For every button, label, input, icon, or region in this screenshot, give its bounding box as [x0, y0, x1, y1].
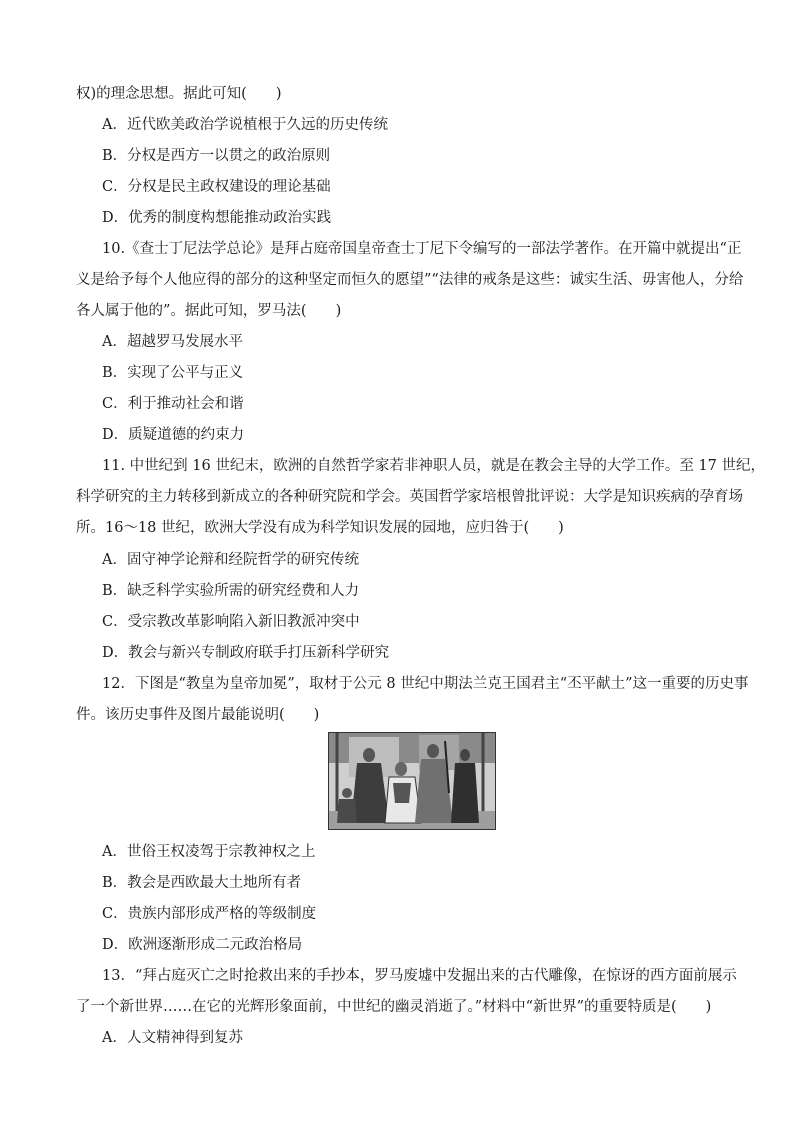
q11-option-c: C．受宗教改革影响陷入新旧教派冲突中	[102, 614, 360, 630]
q12-stem-line-1: 12．下图是“教皇为皇帝加冕”，取材于公元 8 世纪中期法兰克王国君主“丕平献土”这一重要的历史事	[102, 676, 749, 692]
q10-option-d: D．质疑道德的约束力	[102, 427, 245, 443]
coronation-illustration	[328, 732, 496, 830]
q11-stem-line-3: 所。16～18 世纪，欧洲大学没有成为科学知识发展的园地，应归咎于( )	[76, 520, 564, 536]
q13-option-a: A．人文精神得到复苏	[102, 1030, 243, 1046]
q13-stem-line-2: 了一个新世界……在它的光辉形象面前，中世纪的幽灵消逝了。”材料中“新世界”的重要特质是( )	[76, 999, 712, 1015]
q13-stem-line-1: 13．“拜占庭灭亡之时抢救出来的手抄本，罗马废墟中发掘出来的古代雕像，在惊讶的西方面前展示	[102, 968, 737, 984]
q10-stem-line-3: 各人属于他的”。据此可知，罗马法( )	[76, 303, 342, 319]
q9-option-a: A．近代欧美政治学说植根于久远的历史传统	[102, 117, 388, 133]
q9-option-c: C．分权是民主政权建设的理论基础	[102, 179, 331, 195]
q9-option-b: B．分权是西方一以贯之的政治原则	[102, 148, 331, 164]
q10-option-a: A．超越罗马发展水平	[102, 334, 243, 350]
q10-option-c: C．利于推动社会和谐	[102, 396, 244, 412]
q10-stem-line-2: 义是给予每个人他应得的部分的这种坚定而恒久的愿望”“法律的戒条是这些：诚实生活、毋害他人，分给	[76, 272, 744, 288]
q9-stem-tail: 权)的理念思想。据此可知( )	[76, 86, 282, 102]
q11-stem-line-1: 11. 中世纪到 16 世纪末，欧洲的自然哲学家若非神职人员，就是在教会主导的大学工作。至 17 世纪，	[102, 458, 766, 474]
q10-option-b: B．实现了公平与正义	[102, 365, 244, 381]
q11-option-d: D．教会与新兴专制政府联手打压新科学研究	[102, 645, 390, 661]
q12-option-a: A．世俗王权凌驾于宗教神权之上	[102, 844, 316, 860]
q9-option-d: D．优秀的制度构想能推动政治实践	[102, 210, 332, 226]
q11-option-b: B．缺乏科学实验所需的研究经费和人力	[102, 583, 360, 599]
q10-stem-line-1: 10.《查士丁尼法学总论》是拜占庭帝国皇帝查士丁尼下令编写的一部法学著作。在开篇中就提出“正	[102, 241, 742, 257]
q11-option-a: A．固守神学论辩和经院哲学的研究传统	[102, 552, 359, 568]
q12-option-d: D．欧洲逐渐形成二元政治格局	[102, 937, 303, 953]
q12-option-b: B．教会是西欧最大土地所有者	[102, 875, 302, 891]
q12-option-c: C．贵族内部形成严格的等级制度	[102, 906, 317, 922]
q12-stem-line-2: 件。该历史事件及图片最能说明( )	[76, 707, 320, 723]
q11-stem-line-2: 科学研究的主力转移到新成立的各种研究院和学会。英国哲学家培根曾批评说：大学是知识疾病的孕育场	[76, 489, 743, 505]
